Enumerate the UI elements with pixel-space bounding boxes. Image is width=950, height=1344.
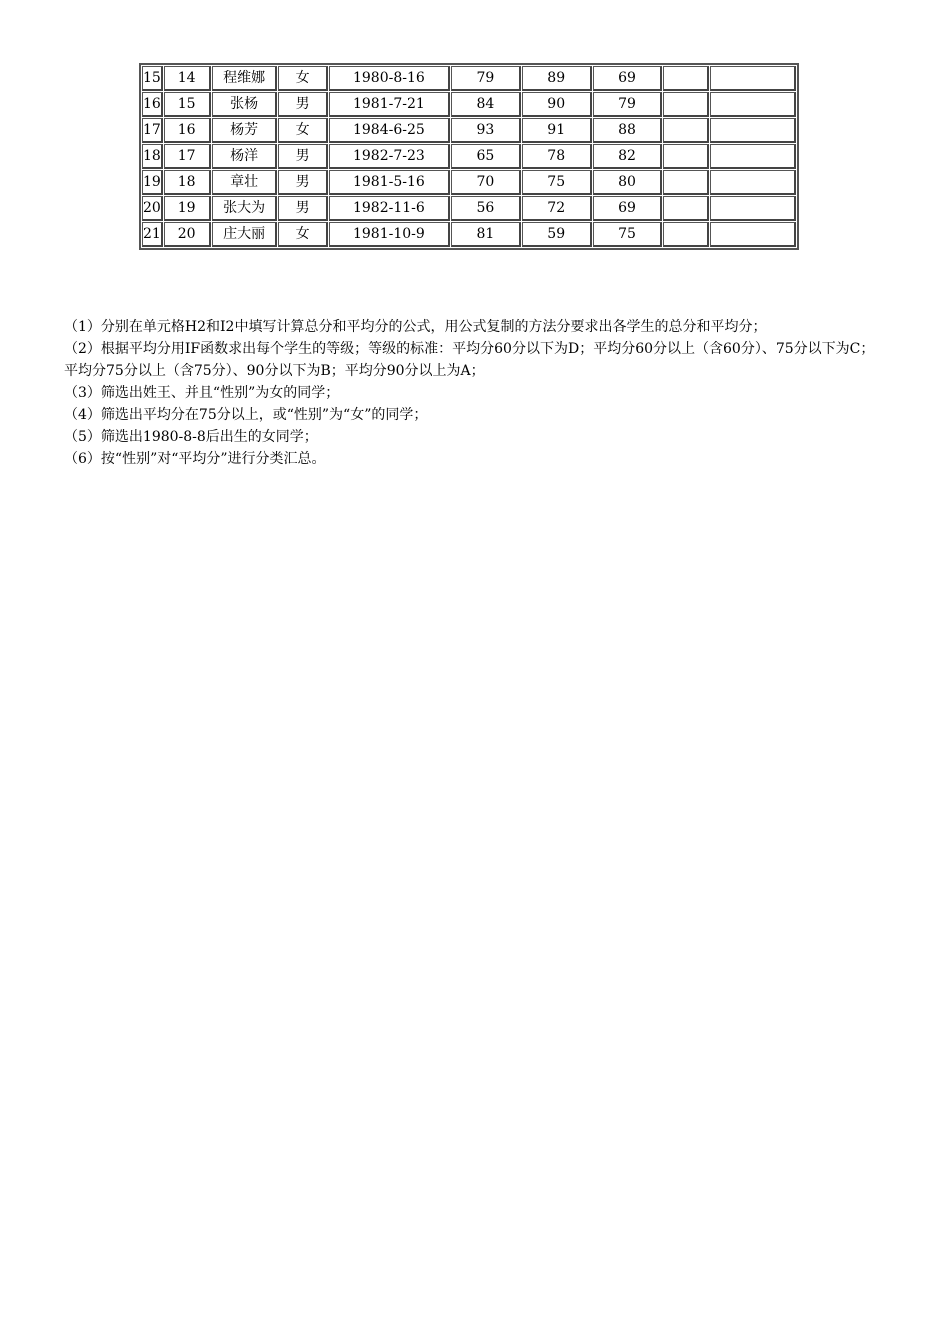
gender-cell[interactable]: 男 [278,144,327,169]
empty-cell[interactable] [710,170,796,195]
score-cell[interactable]: 93 [451,118,521,143]
gender-cell[interactable]: 男 [278,196,327,221]
empty-cell[interactable] [663,222,708,247]
student-score-table [139,63,799,250]
score-cell[interactable]: 79 [451,66,521,91]
score-cell[interactable]: 65 [451,144,521,169]
student-name-cell[interactable]: 张大为 [212,196,278,221]
score-cell[interactable]: 69 [593,66,663,91]
row-number-cell[interactable]: 18 [142,144,163,169]
student-id-cell[interactable]: 18 [164,170,211,195]
empty-cell[interactable] [710,222,796,247]
birthdate-cell[interactable]: 1984-6-25 [329,118,450,143]
empty-cell[interactable] [663,66,708,91]
score-cell[interactable]: 91 [522,118,592,143]
table-row [142,222,796,247]
empty-cell[interactable] [710,92,796,117]
gender-cell[interactable]: 女 [278,118,327,143]
student-name-cell[interactable]: 杨芳 [212,118,278,143]
gender-cell[interactable]: 女 [278,66,327,91]
table-row [142,66,796,91]
row-number-cell[interactable]: 15 [142,66,163,91]
birthdate-cell[interactable]: 1982-11-6 [329,196,450,221]
score-cell[interactable]: 90 [522,92,592,117]
birthdate-cell[interactable]: 1980-8-16 [329,66,450,91]
empty-cell[interactable] [663,92,708,117]
empty-cell[interactable] [663,170,708,195]
student-id-cell[interactable]: 20 [164,222,211,247]
empty-cell[interactable] [710,144,796,169]
score-cell[interactable]: 89 [522,66,592,91]
score-cell[interactable]: 75 [522,170,592,195]
score-cell[interactable]: 82 [593,144,663,169]
row-number-cell[interactable]: 19 [142,170,163,195]
student-name-cell[interactable]: 庄大丽 [212,222,278,247]
birthdate-cell[interactable]: 1982-7-23 [329,144,450,169]
task-item: （6）按“性别”对“平均分”进行分类汇总。 [64,451,326,467]
task-item: （3）筛选出姓王、并且“性别”为女的同学； [64,385,340,401]
empty-cell[interactable] [710,118,796,143]
student-name-cell[interactable]: 程维娜 [212,66,278,91]
score-cell[interactable]: 72 [522,196,592,221]
table-row [142,118,796,143]
score-cell[interactable]: 80 [593,170,663,195]
score-cell[interactable]: 75 [593,222,663,247]
task-instructions [64,316,884,470]
student-name-cell[interactable]: 杨洋 [212,144,278,169]
score-cell[interactable]: 88 [593,118,663,143]
student-id-cell[interactable]: 19 [164,196,211,221]
student-id-cell[interactable]: 14 [164,66,211,91]
score-cell[interactable]: 56 [451,196,521,221]
gender-cell[interactable]: 男 [278,92,327,117]
empty-cell[interactable] [663,118,708,143]
student-name-cell[interactable]: 章壮 [212,170,278,195]
birthdate-cell[interactable]: 1981-7-21 [329,92,450,117]
row-number-cell[interactable]: 17 [142,118,163,143]
row-number-cell[interactable]: 20 [142,196,163,221]
score-cell[interactable]: 59 [522,222,592,247]
student-id-cell[interactable]: 17 [164,144,211,169]
birthdate-cell[interactable]: 1981-10-9 [329,222,450,247]
empty-cell[interactable] [710,196,796,221]
student-id-cell[interactable]: 16 [164,118,211,143]
student-name-cell[interactable]: 张杨 [212,92,278,117]
task-item: （4）筛选出平均分在75分以上，或“性别”为“女”的同学； [64,407,428,423]
task-item: （1）分别在单元格H2和I2中填写计算总分和平均分的公式，用公式复制的方法分要求出各学生的总分和平均分； [64,319,767,335]
empty-cell[interactable] [663,196,708,221]
row-number-cell[interactable]: 21 [142,222,163,247]
score-cell[interactable]: 69 [593,196,663,221]
empty-cell[interactable] [663,144,708,169]
task-item: （2）根据平均分用IF函数求出每个学生的等级；等级的标准：平均分60分以下为D；平均分60分以上（含60分）、75分以下为C；平均分75分以上（含75分）、90分以下为B；平均分90分以上为A； [64,341,875,379]
task-item: （5）筛选出1980-8-8后出生的女同学； [64,429,318,445]
score-cell[interactable]: 78 [522,144,592,169]
gender-cell[interactable]: 女 [278,222,327,247]
score-cell[interactable]: 81 [451,222,521,247]
table-row [142,170,796,195]
gender-cell[interactable]: 男 [278,170,327,195]
table-row [142,92,796,117]
student-id-cell[interactable]: 15 [164,92,211,117]
empty-cell[interactable] [710,66,796,91]
birthdate-cell[interactable]: 1981-5-16 [329,170,450,195]
score-cell[interactable]: 70 [451,170,521,195]
table-row [142,196,796,221]
score-cell[interactable]: 84 [451,92,521,117]
table-row [142,144,796,169]
table-body [142,66,796,247]
score-cell[interactable]: 79 [593,92,663,117]
row-number-cell[interactable]: 16 [142,92,163,117]
